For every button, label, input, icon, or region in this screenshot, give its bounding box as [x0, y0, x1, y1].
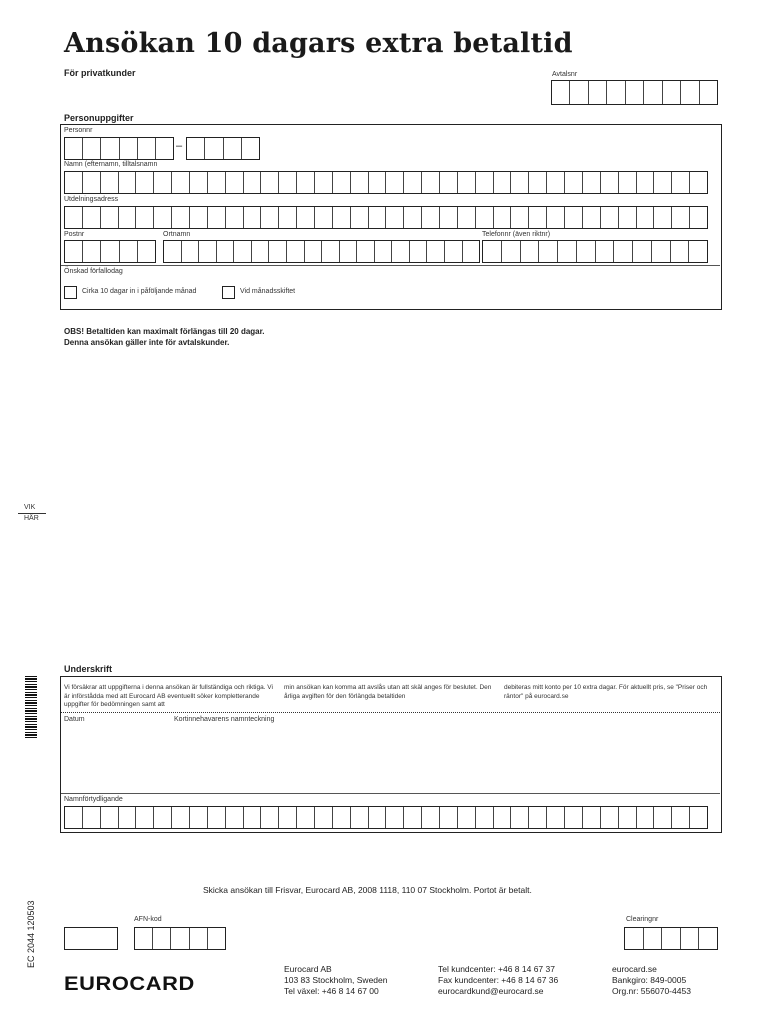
signature-heading: Underskrift [64, 664, 113, 674]
char-cell [83, 241, 101, 262]
char-cell [404, 172, 422, 193]
char-cell [463, 241, 480, 262]
form-title: Ansökan 10 dagars extra betaltid [64, 28, 573, 59]
date-field[interactable] [64, 726, 168, 790]
eurocard-logo: EUROCARD [64, 974, 195, 995]
char-cell [65, 207, 83, 228]
char-cell [164, 241, 182, 262]
char-cell [386, 172, 404, 193]
char-cell [422, 207, 440, 228]
char-cell [226, 807, 244, 828]
account-number-label: Avtalsnr [552, 71, 578, 78]
char-cell [386, 807, 404, 828]
char-cell [205, 138, 223, 159]
footer-company-phone: Tel växel: +46 8 14 67 00 [284, 986, 379, 996]
due-date-label: Önskad förfallodag [64, 268, 123, 275]
char-cell [333, 207, 351, 228]
terms-column-1: Vi försäkrar att uppgifterna i denna ansökan är fullständiga och riktiga. Vi är införstådda med att Eurocard AB eventuellt söker kompletterande uppgifter för bedömningen samt att [64, 684, 273, 708]
footer-website[interactable]: eurocard.se [612, 964, 657, 974]
char-cell [700, 81, 717, 104]
date-label: Datum [64, 716, 85, 723]
char-cell [547, 172, 565, 193]
personnr-dash: – [176, 140, 183, 152]
char-cell [511, 807, 529, 828]
char-cell [120, 241, 138, 262]
char-cell [279, 807, 297, 828]
char-cell [662, 928, 681, 949]
personnr-suffix-input[interactable] [186, 137, 260, 160]
char-cell [654, 807, 672, 828]
char-cell [65, 172, 83, 193]
char-cell [261, 172, 279, 193]
char-cell [208, 807, 226, 828]
char-cell [65, 928, 117, 949]
char-cell [138, 138, 156, 159]
char-cell [483, 241, 502, 262]
char-cell [119, 207, 137, 228]
char-cell [458, 807, 476, 828]
char-cell [242, 138, 259, 159]
city-label: Ortnamn [163, 231, 191, 238]
char-cell [172, 172, 190, 193]
footer-service-fax: Fax kundcenter: +46 8 14 67 36 [438, 975, 559, 985]
char-cell [333, 172, 351, 193]
char-cell [494, 207, 512, 228]
char-cell [190, 172, 208, 193]
form-subtitle: För privatkunder [64, 68, 136, 78]
char-cell [234, 241, 252, 262]
char-cell [410, 241, 428, 262]
char-cell [187, 138, 205, 159]
char-cell [226, 172, 244, 193]
char-cell [601, 207, 619, 228]
signature-field[interactable] [174, 726, 714, 790]
fold-line [18, 513, 46, 514]
char-cell [357, 241, 375, 262]
char-cell [663, 81, 681, 104]
footer-service-phone: Tel kundcenter: +46 8 14 67 37 [438, 964, 555, 974]
char-cell [583, 207, 601, 228]
char-cell [529, 172, 547, 193]
char-cell [375, 241, 393, 262]
char-cell [619, 172, 637, 193]
char-cell [244, 172, 262, 193]
char-cell [619, 207, 637, 228]
char-cell [476, 207, 494, 228]
char-cell [672, 807, 690, 828]
char-cell [440, 207, 458, 228]
city-input[interactable] [163, 240, 480, 263]
char-cell [511, 172, 529, 193]
char-cell [154, 172, 172, 193]
char-cell [494, 807, 512, 828]
char-cell [583, 172, 601, 193]
char-cell [607, 81, 625, 104]
char-cell [154, 207, 172, 228]
char-cell [583, 807, 601, 828]
char-cell [297, 172, 315, 193]
fold-label-top: VIK [24, 504, 36, 511]
char-cell [119, 172, 137, 193]
terms-column-2: min ansökan kan komma att avslås utan att skäl anges för beslutet. Den årliga avgiften för den förlängda betaltiden [284, 684, 492, 700]
char-cell [269, 241, 287, 262]
char-cell [539, 241, 558, 262]
char-cell [333, 807, 351, 828]
char-cell [287, 241, 305, 262]
char-cell [445, 241, 463, 262]
address-input[interactable] [64, 206, 708, 229]
char-cell [224, 138, 242, 159]
char-cell [672, 207, 690, 228]
char-cell [322, 241, 340, 262]
char-cell [440, 807, 458, 828]
char-cell [589, 81, 607, 104]
afn-label: AFN-kod [134, 916, 162, 923]
name-label: Namn (efternamn, tilltalsnamn [64, 161, 158, 168]
char-cell [699, 928, 717, 949]
account-number-input[interactable] [551, 80, 718, 105]
char-cell [182, 241, 200, 262]
char-cell [601, 172, 619, 193]
char-cell [369, 207, 387, 228]
char-cell [681, 81, 699, 104]
char-cell [279, 172, 297, 193]
char-cell [315, 172, 333, 193]
char-cell [565, 807, 583, 828]
send-instructions: Skicka ansökan till Frisvar, Eurocard AB, 2008 1118, 110 07 Stockholm. Portot är betalt. [203, 885, 532, 895]
char-cell [83, 138, 101, 159]
char-cell [476, 807, 494, 828]
footer-company-address: 103 83 Stockholm, Sweden [284, 975, 388, 985]
char-cell [190, 207, 208, 228]
signature-divider-2 [61, 793, 720, 794]
char-cell [637, 172, 655, 193]
char-cell [120, 138, 138, 159]
char-cell [521, 241, 540, 262]
name-input[interactable] [64, 171, 708, 194]
char-cell [199, 241, 217, 262]
char-cell [101, 172, 119, 193]
char-cell [644, 928, 663, 949]
char-cell [369, 172, 387, 193]
due-month-end-checkbox[interactable] [222, 286, 235, 299]
char-cell [671, 241, 690, 262]
clearing-label: Clearingnr [626, 916, 659, 923]
char-cell [217, 241, 235, 262]
afn-code-input[interactable] [134, 927, 226, 950]
char-cell [261, 207, 279, 228]
signature-divider [61, 712, 720, 713]
name-clarification-input[interactable] [64, 806, 708, 829]
char-cell [644, 81, 662, 104]
footer-bankgiro: Bankgiro: 849-0005 [612, 975, 687, 985]
char-cell [565, 172, 583, 193]
postcode-input[interactable] [64, 240, 156, 263]
char-cell [351, 172, 369, 193]
footer-company-name: Eurocard AB [284, 964, 332, 974]
char-cell [244, 807, 262, 828]
char-cell [565, 207, 583, 228]
footer-org-number: Org.nr: 556070-4453 [612, 986, 691, 996]
char-cell [244, 207, 262, 228]
char-cell [422, 172, 440, 193]
char-cell [547, 807, 565, 828]
personnr-date-input[interactable] [64, 137, 174, 160]
char-cell [154, 807, 172, 828]
char-cell [101, 807, 119, 828]
char-cell [458, 172, 476, 193]
char-cell [136, 172, 154, 193]
char-cell [261, 807, 279, 828]
char-cell [136, 207, 154, 228]
char-cell [392, 241, 410, 262]
char-cell [552, 81, 570, 104]
char-cell [208, 207, 226, 228]
footer-service-email[interactable]: eurocardkund@eurocard.se [438, 986, 544, 996]
char-cell [386, 207, 404, 228]
char-cell [208, 928, 225, 949]
fold-label-bottom: HÄR [24, 515, 39, 522]
char-cell [614, 241, 633, 262]
due-month-end-label: Vid månadsskiftet [240, 288, 296, 295]
personal-section-heading: Personuppgifter [64, 113, 134, 123]
char-cell [529, 207, 547, 228]
name-clarification-label: Namnförtydligande [64, 796, 123, 803]
char-cell [654, 172, 672, 193]
personnr-label: Personnr [64, 127, 93, 134]
form-code: EC 2044 120503 [26, 900, 36, 968]
char-cell [190, 807, 208, 828]
char-cell [297, 207, 315, 228]
barcode [25, 676, 37, 738]
char-cell [208, 172, 226, 193]
char-cell [440, 172, 458, 193]
char-cell [135, 928, 153, 949]
char-cell [83, 207, 101, 228]
char-cell [153, 928, 171, 949]
char-cell [494, 172, 512, 193]
signature-label: Kortinnehavarens namnteckning [174, 716, 275, 723]
char-cell [252, 241, 270, 262]
char-cell [601, 807, 619, 828]
char-cell [297, 807, 315, 828]
char-cell [619, 807, 637, 828]
clearing-input[interactable] [624, 927, 718, 950]
char-cell [672, 172, 690, 193]
char-cell [404, 807, 422, 828]
char-cell [547, 207, 565, 228]
char-cell [351, 807, 369, 828]
char-cell [340, 241, 358, 262]
char-cell [83, 172, 101, 193]
char-cell [625, 928, 644, 949]
terms-column-3: debiteras mitt konto per 10 extra dagar. För aktuellt pris, se "Priser och räntor" på eurocard.se [504, 684, 708, 700]
char-cell [305, 241, 323, 262]
phone-input[interactable] [482, 240, 708, 263]
char-cell [101, 241, 119, 262]
char-cell [654, 207, 672, 228]
char-cell [476, 172, 494, 193]
char-cell [511, 207, 529, 228]
char-cell [101, 207, 119, 228]
phone-label: Telefonnr (även riktnr) [482, 231, 551, 238]
char-cell [172, 207, 190, 228]
char-cell [65, 138, 83, 159]
postcode-label: Postnr [64, 231, 85, 238]
char-cell [101, 138, 119, 159]
notice-line-2: Denna ansökan gäller inte för avtalskunder. [64, 338, 230, 347]
char-cell [65, 807, 83, 828]
char-cell [596, 241, 615, 262]
char-cell [570, 81, 588, 104]
notice-line-1: OBS! Betaltiden kan maximalt förlängas till 20 dagar. [64, 327, 265, 336]
char-cell [171, 928, 189, 949]
char-cell [690, 172, 707, 193]
char-cell [422, 807, 440, 828]
char-cell [138, 241, 155, 262]
char-cell [558, 241, 577, 262]
char-cell [577, 241, 596, 262]
char-cell [315, 807, 333, 828]
char-cell [427, 241, 445, 262]
address-label: Utdelningsadress [64, 196, 119, 203]
afn-prefix-box[interactable] [64, 927, 118, 950]
char-cell [65, 241, 83, 262]
char-cell [172, 807, 190, 828]
char-cell [681, 928, 700, 949]
char-cell [689, 241, 707, 262]
char-cell [652, 241, 671, 262]
char-cell [83, 807, 101, 828]
char-cell [633, 241, 652, 262]
char-cell [458, 207, 476, 228]
char-cell [502, 241, 521, 262]
char-cell [190, 928, 208, 949]
char-cell [404, 207, 422, 228]
due-next-month-label: Cirka 10 dagar in i påföljande månad [82, 288, 197, 295]
char-cell [119, 807, 137, 828]
char-cell [136, 807, 154, 828]
char-cell [156, 138, 173, 159]
section-divider [61, 265, 720, 266]
char-cell [529, 807, 547, 828]
char-cell [637, 207, 655, 228]
char-cell [279, 207, 297, 228]
char-cell [690, 807, 707, 828]
char-cell [369, 807, 387, 828]
char-cell [351, 207, 369, 228]
char-cell [315, 207, 333, 228]
char-cell [626, 81, 644, 104]
char-cell [226, 207, 244, 228]
char-cell [690, 207, 707, 228]
char-cell [637, 807, 655, 828]
due-next-month-checkbox[interactable] [64, 286, 77, 299]
